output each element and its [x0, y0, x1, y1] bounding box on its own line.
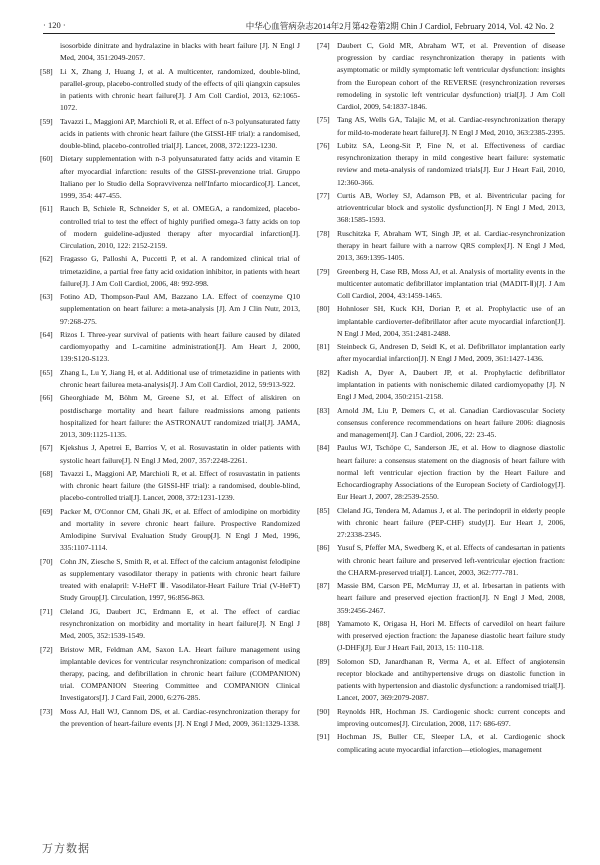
reference-item [40, 329, 300, 366]
wanfang-watermark: 万方数据 [42, 842, 90, 855]
reference-text: Gheorghiade M, Böhm M, Greene SJ, et al. Effect of aliskiren on postdischarge mortality and heart failure readmissions among patients hospitalized for heart failure: the ASTRONAUT randomized trial[J]. JAMA, 2013, 309:1125-1135. [60, 393, 300, 439]
reference-text: Dietary supplementation with n-3 polyunsaturated fatty acids and vitamin E after myocardial infarction: results of the GISSI-prevenzione trial. Gruppo Italiano per lo Studio della Sopravvivenza nell'Infarto miocardico[J]. Lancet, 1999, 354: 447-455. [60, 154, 300, 200]
reference-text: Packer M, O'Connor CM, Ghali JK, et al. Effect of amlodipine on morbidity and mortality in severe chronic heart failure. Prospective Randomized Amlodipine Survival Evaluation Study Group[J]. N Engl J Med, 1996, 335:1107-1114. [60, 506, 300, 553]
reference-text: Rizos I. Three-year survival of patients with heart failure caused by dilated cardiomyopathy and L-carnitine administration[J]. Am Heart J, 2000, 139:S120-S123. [60, 329, 300, 364]
reference-item [317, 656, 565, 705]
reference-text: Greenberg H, Case RB, Moss AJ, et al. Analysis of mortality events in the multicenter automatic defibrillator implantation trial (MADIT-Ⅱ)[J]. J Am Coll Cardiol, 2004, 43:1459-1465. [337, 266, 565, 300]
reference-item [40, 253, 300, 290]
reference-number: [61] [40, 204, 53, 214]
reference-item [317, 140, 565, 189]
journal-running-title: 中华心血管病杂志2014年2月第42卷第2期 Chin J Cardiol, February 2014, Vol. 42 No. 2 [245, 21, 554, 31]
reference-number: [83] [317, 405, 330, 415]
reference-item [40, 506, 300, 555]
page-header [0, 0, 600, 40]
reference-number: [77] [317, 191, 330, 200]
references-left-column [40, 40, 300, 731]
reference-item [317, 731, 565, 755]
reference-text: Li X, Zhang J, Huang J, et al. A multicenter, randomized, double-blind, parallel-group, placebo-controlled study of the effects of qili qiangxin capsules in patients with chronic heart failure[J]. J Am Coll Cardiol, 2013, 62:1065-1072. [60, 66, 300, 113]
reference-number: [82] [317, 367, 330, 377]
reference-item [317, 542, 565, 579]
reference-number: [90] [317, 706, 330, 716]
reference-item [40, 606, 300, 643]
page-number: · 120 · [43, 20, 66, 30]
reference-text: Daubert C, Gold MR, Abraham WT, et al. Prevention of disease progression by cardiac resynchronization therapy in patients with asymptomatic or mildly symptomatic left ventricular dysfunction: insights from the European cohort of the REVERSE (resynchronization reverses remodeling in systolic left ventricular dysfunction) trial[J]. J Am Coll Cardiol, 2009, 54:1837-1846. [337, 41, 565, 112]
reference-text: Bristow MR, Feldman AM, Saxon LA. Heart failure management using implantable devices for ventricular resynchronization: comparison of medical therapy, pacing, and defibrillation in chronic heart failure (COMPANION) trial. COMPANION Steering Committee and COMPANION Clinical Investigators[J]. J Card Fail, 2000, 6:276-285. [60, 644, 300, 703]
reference-item [40, 392, 300, 441]
reference-text: Arnold JM, Liu P, Demers C, et al. Canadian Cardiovascular Society consensus conference recommendations on heart failure 2006: diagnosis and management[J]. Can J Cardiol, 2006, 22: 23-45. [337, 405, 565, 439]
reference-number: [81] [317, 342, 330, 352]
reference-number: [69] [40, 506, 53, 516]
reference-number: [84] [317, 443, 330, 453]
reference-item [40, 556, 300, 605]
reference-text: Solomon SD, Janardhanan R, Verma A, et al. Effect of angiotensin receptor blockade and antihypertensive drugs on diastolic function in patients with hypertension and diastolic dysfunction: a randomised trial[J]. Lancet, 2007, 369:2079-2087. [337, 656, 565, 703]
reference-text: Cleland JG, Tendera M, Adamus J, et al. The perindopril in elderly people with chronic heart failure (PEP-CHF) study[J]. Eur Heart J, 2006, 27:2338-2345. [337, 505, 565, 539]
reference-text: Tavazzi L, Maggioni AP, Marchioli R, et al. Effect of rosuvastatin in patients with chronic heart failure (the GISSI-HF trial): a randomised, double-blind, placebo-controlled trial[J]. Lancet, 2008, 372:1231-1239. [60, 468, 300, 503]
reference-number: [66] [40, 393, 53, 403]
reference-text: Cleland JG, Daubert JC, Erdmann E, et al. The effect of cardiac resynchronization on morbidity and mortality in heart failure[J]. N Engl J Med, 2005, 352:1539-1549. [60, 606, 300, 641]
reference-text: Yamamoto K, Origasa H, Hori M. Effects of carvedilol on heart failure with preserved ejection fraction: the Japanese diastolic heart failure study (J-DHF)[J]. Eur J Heart Fail, 2013, 15: 110-118. [337, 618, 565, 653]
reference-number: [88] [317, 618, 330, 628]
reference-number: [91] [317, 732, 330, 742]
reference-number: [76] [317, 141, 330, 150]
reference-item [40, 468, 300, 505]
reference-item [40, 40, 300, 64]
reference-number: [74] [317, 41, 330, 50]
reference-number: [89] [317, 656, 330, 666]
reference-item [40, 66, 300, 115]
reference-item [317, 303, 565, 340]
reference-number: [79] [317, 266, 330, 276]
reference-text: Lubitz SA, Leong-Sit P, Fine N, et al. Effectiveness of cardiac resynchronization therapy in mild congestive heart failure: systematic review and meta-analysis of randomized trials[J]. Eur J Heart Fail, 2010, 12:360-366. [337, 141, 565, 187]
reference-text: Tang AS, Wells GA, Talajic M, et al. Cardiac-resynchronization therapy for mild-to-moderate heart failure[J]. N Engl J Med, 2010, 363:2385-2395. [337, 115, 565, 137]
reference-number: [87] [317, 581, 330, 591]
reference-item [40, 153, 300, 202]
reference-text: Ruschitzka F, Abraham WT, Singh JP, et al. Cardiac-resynchronization therapy in heart failure with a narrow QRS complex[J]. N Engl J Med, 2013, 369:1395-1405. [337, 228, 565, 263]
reference-item [40, 203, 300, 252]
reference-text: Yusuf S, Pfeffer MA, Swedberg K, et al. Effects of candesartan in patients with chronic heart failure and preserved left-ventricular ejection fraction: the CHARM-preserved trial[J]. Lancet, 2003, 362:777-781. [337, 543, 565, 577]
reference-text: Fotino AD, Thompson-Paul AM, Bazzano LA. Effect of coenzyme Q10 supplementation on heart failure: a meta-analysis [J]. Am J Clin Nutr, 2013, 97:268-275. [60, 292, 300, 326]
reference-number: [85] [317, 505, 330, 515]
reference-item [317, 190, 565, 227]
reference-item [317, 367, 565, 404]
reference-number: [68] [40, 468, 53, 478]
reference-item [40, 442, 300, 466]
reference-item [317, 114, 565, 138]
reference-text: Hochman JS, Buller CE, Sleeper LA, et al. Cardiogenic shock complicating acute myocardial infarction—etiologies, management [337, 732, 565, 754]
reference-number: [86] [317, 543, 330, 553]
reference-item [40, 644, 300, 705]
reference-text: Kjekshus J, Apetrei E, Barrios V, et al. Rosuvastatin in older patients with systolic heart failure[J]. N Engl J Med, 2007, 357:2248-2261. [60, 443, 300, 465]
reference-number: [78] [317, 228, 330, 238]
reference-item [317, 228, 565, 265]
reference-number: [64] [40, 329, 53, 339]
reference-number: [63] [40, 292, 53, 302]
reference-item [317, 706, 565, 730]
reference-item [317, 618, 565, 655]
reference-text: Kadish A, Dyer A, Daubert JP, et al. Prophylactic defibrillator implantation in patients with nonischemic dilated cardiomyopathy [J]. N Engl J Med, 2004, 350:2151-2158. [337, 367, 565, 402]
reference-text: Curtis AB, Worley SJ, Adamson PB, et al. Biventricular pacing for atrioventricular block and systolic dysfunction[J]. N Engl J Med, 2013, 368:1585-1593. [337, 191, 565, 225]
reference-item [317, 505, 565, 542]
reference-item [40, 367, 300, 391]
reference-number: [72] [40, 644, 53, 654]
reference-text: Massie BM, Carson PE, McMurray JJ, et al. Irbesartan in patients with heart failure and preserved ejection fraction[J]. N Engl J Med, 2008, 359:2456-2467. [337, 581, 565, 615]
reference-text: Hohnloser SH, Kuck KH, Dorian P, et al. Prophylactic use of an implantable cardioverter-defibrillator after acute myocardial infarction[J]. N Engl J Med, 2004, 351:2481-2488. [337, 304, 565, 338]
reference-item [40, 116, 300, 153]
reference-number: [60] [40, 154, 53, 164]
reference-text: Reynolds HR, Hochman JS. Cardiogenic shock: current concepts and improving outcomes[J]. Circulation, 2008, 117: 686-697. [337, 706, 565, 728]
reference-number: [59] [40, 116, 53, 126]
reference-text: Cohn JN, Ziesche S, Smith R, et al. Effect of the calcium antagonist felodipine as supplementary vasodilator therapy in patients with chronic heart failure treated with enalapril: V-HeFT Ⅲ. Vasodilator-Heart Failure Trial (V-HeFT) Study Group[J]. Circulation, 1997, 96:856-863. [60, 556, 300, 603]
references-right-column [317, 40, 565, 757]
reference-item [317, 580, 565, 617]
reference-number: [67] [40, 443, 53, 453]
reference-text: Moss AJ, Hall WJ, Cannom DS, et al. Cardiac-resynchronization therapy for the prevention of heart-failure events [J]. N Engl J Med, 2009, 361:1329-1338. [60, 706, 300, 728]
reference-number: [62] [40, 254, 53, 264]
reference-item [317, 266, 565, 303]
header-rule [43, 33, 555, 34]
reference-text: isosorbide dinitrate and hydralazine in blacks with heart failure [J]. N Engl J Med, 2004, 351:2049-2057. [60, 41, 300, 63]
reference-text: Fragasso G, Palloshi A, Puccetti P, et al. A randomized clinical trial of trimetazidine, a partial free fatty acid oxidation inhibitor, in patients with heart failure[J]. J Am Coll Cardiol, 2006, 48: 992-998. [60, 254, 300, 288]
reference-number: [58] [40, 66, 53, 76]
reference-text: Rauch B, Schiele R, Schneider S, et al. OMEGA, a randomized, placebo-controlled trial to test the effect of highly purified omega-3 fatty acids on top of modern guideline-adjusted therapy after myocardial infarction[J]. Circulation, 2010, 122: 2152-2159. [60, 204, 300, 250]
reference-item [317, 405, 565, 442]
reference-number: [70] [40, 556, 53, 566]
reference-number: [75] [317, 115, 330, 125]
reference-item [40, 706, 300, 730]
reference-item [317, 40, 565, 113]
reference-number: [65] [40, 367, 53, 377]
reference-number: [73] [40, 706, 53, 716]
reference-text: Steinbeck G, Andresen D, Seidl K, et al. Defibrillator implantation early after myocardial infarction[J]. N Engl J Med, 2009, 361:1427-1436. [337, 342, 565, 364]
reference-number: [80] [317, 304, 330, 314]
reference-item [317, 341, 565, 365]
reference-text: Zhang L, Lu Y, Jiang H, et al. Additional use of trimetazidine in patients with chronic heart failurea meta-analysis[J]. J Am Coll Cardiol, 2012, 59:913-922. [60, 367, 300, 389]
reference-text: Tavazzi L, Maggioni AP, Marchioli R, et al. Effect of n-3 polyunsaturated fatty acids in patients with chronic heart failure (the GISSI-HF trial): a randomised, double-blind, placebo-controlled trial[J]. Lancet, 2008, 372:1223-1230. [60, 116, 300, 150]
reference-text: Paulus WJ, Tschöpe C, Sanderson JE, et al. How to diagnose diastolic heart failure: a consensus statement on the diagnosis of heart failure with normal left ventricular ejection fraction by the Heart Failure and Echocardiography Associations of the European Society of Cardiology[J]. Eur Heart J, 2007, 28:2539-2550. [337, 443, 565, 502]
reference-item [317, 442, 565, 503]
reference-number: [71] [40, 606, 53, 616]
reference-item [40, 291, 300, 328]
